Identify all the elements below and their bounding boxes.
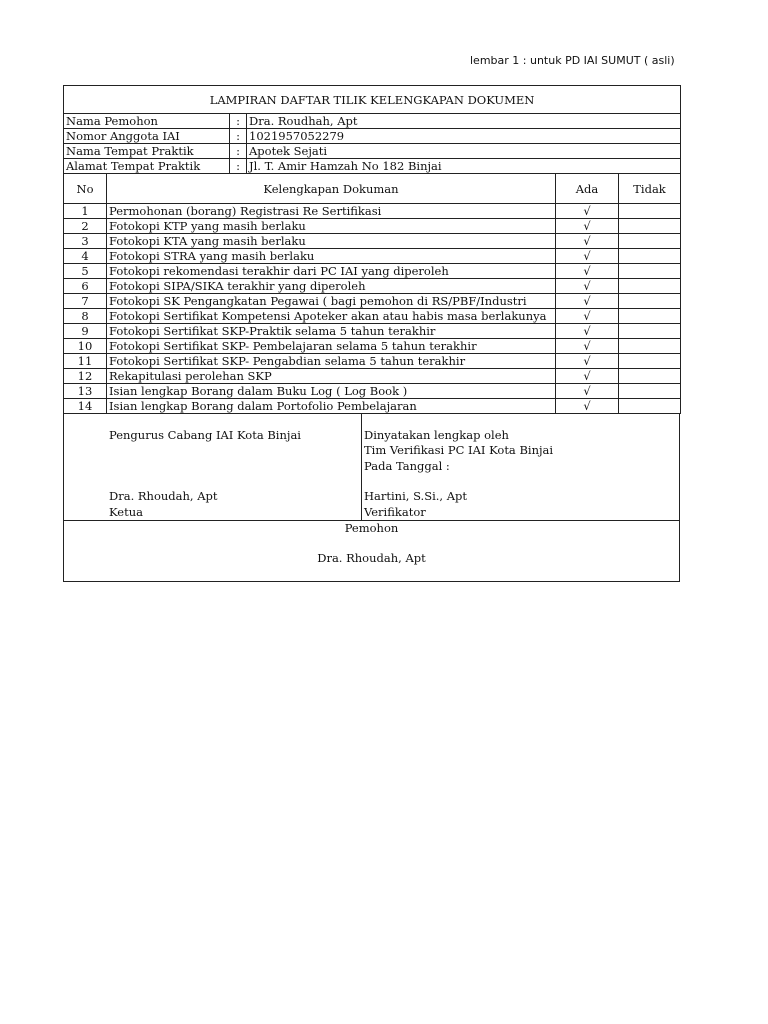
info-label: Nama Tempat Praktik [64, 144, 230, 159]
col-doc-header: Kelengkapan Dokuman [107, 174, 556, 204]
info-label: Nama Pemohon [64, 114, 230, 129]
row-tidak-check [619, 219, 681, 234]
table-row [64, 294, 681, 309]
row-number: 13 [64, 384, 107, 399]
verifier-line1: Dinyatakan lengkap oleh [364, 428, 509, 442]
verifier-role: Verifikator [364, 505, 426, 519]
table-row [64, 384, 681, 399]
row-ada-check: √ [556, 399, 619, 414]
row-tidak-check [619, 384, 681, 399]
table-row [64, 354, 681, 369]
row-number: 2 [64, 219, 107, 234]
row-tidak-check [619, 324, 681, 339]
row-number: 3 [64, 234, 107, 249]
row-ada-check: √ [556, 219, 619, 234]
table-row [64, 369, 681, 384]
row-ada-check: √ [556, 204, 619, 219]
table-row [64, 264, 681, 279]
row-document: Fotokopi Sertifikat SKP- Pengabdian selama 5 tahun terakhir [107, 354, 556, 369]
row-number: 1 [64, 204, 107, 219]
branch-signature [64, 414, 362, 520]
info-separator: : [230, 144, 247, 159]
row-tidak-check [619, 369, 681, 384]
info-row [64, 114, 681, 129]
row-number: 5 [64, 264, 107, 279]
info-label: Alamat Tempat Praktik [64, 159, 230, 174]
verifier-line2: Tim Verifikasi PC IAI Kota Binjai [364, 443, 554, 457]
row-document: Fotokopi Sertifikat SKP-Praktik selama 5 tahun terakhir [107, 324, 556, 339]
row-ada-check: √ [556, 264, 619, 279]
applicant-label: Pemohon [344, 521, 399, 535]
row-tidak-check [619, 264, 681, 279]
col-tidak-header: Tidak [619, 174, 681, 204]
row-ada-check: √ [556, 249, 619, 264]
col-no-header: No [64, 174, 107, 204]
row-number: 6 [64, 279, 107, 294]
row-number: 11 [64, 354, 107, 369]
info-value: Jl. T. Amir Hamzah No 182 Binjai [247, 159, 681, 174]
info-row [64, 159, 681, 174]
row-document: Fotokopi STRA yang masih berlaku [107, 249, 556, 264]
applicant-name: Dra. Rhoudah, Apt [317, 551, 426, 565]
info-separator: : [230, 159, 247, 174]
verifier-signature [362, 414, 679, 520]
branch-signer-role: Ketua [109, 505, 143, 519]
row-ada-check: √ [556, 354, 619, 369]
branch-signer-name: Dra. Rhoudah, Apt [109, 489, 218, 503]
table-row [64, 219, 681, 234]
col-ada-header: Ada [556, 174, 619, 204]
table-row [64, 324, 681, 339]
info-value: 1021957052279 [247, 129, 681, 144]
row-document: Fotokopi rekomendasi terakhir dari PC IAI yang diperoleh [107, 264, 556, 279]
row-ada-check: √ [556, 234, 619, 249]
checklist-form [63, 85, 680, 582]
verifier-name: Hartini, S.Si., Apt [364, 489, 468, 503]
info-row [64, 144, 681, 159]
row-tidak-check [619, 249, 681, 264]
row-ada-check: √ [556, 324, 619, 339]
table-row [64, 204, 681, 219]
row-number: 7 [64, 294, 107, 309]
info-value: Dra. Roudhah, Apt [247, 114, 681, 129]
verifier-date-label: Pada Tanggal : [364, 459, 450, 473]
row-tidak-check [619, 204, 681, 219]
row-ada-check: √ [556, 279, 619, 294]
row-tidak-check [619, 354, 681, 369]
row-tidak-check [619, 234, 681, 249]
row-document: Permohonan (borang) Registrasi Re Sertifikasi [107, 204, 556, 219]
row-document: Fotokopi Sertifikat SKP- Pembelajaran selama 5 tahun terakhir [107, 339, 556, 354]
row-number: 8 [64, 309, 107, 324]
row-number: 12 [64, 369, 107, 384]
table-row [64, 339, 681, 354]
checklist-table [63, 85, 681, 414]
row-ada-check: √ [556, 294, 619, 309]
row-document: Rekapitulasi perolehan SKP [107, 369, 556, 384]
row-ada-check: √ [556, 384, 619, 399]
row-number: 4 [64, 249, 107, 264]
table-row [64, 234, 681, 249]
row-number: 10 [64, 339, 107, 354]
info-value: Apotek Sejati [247, 144, 681, 159]
row-document: Fotokopi Sertifikat Kompetensi Apoteker akan atau habis masa berlakunya [107, 309, 556, 324]
row-ada-check: √ [556, 309, 619, 324]
row-number: 9 [64, 324, 107, 339]
row-document: Fotokopi KTA yang masih berlaku [107, 234, 556, 249]
row-ada-check: √ [556, 339, 619, 354]
info-separator: : [230, 129, 247, 144]
info-label: Nomor Anggota IAI [64, 129, 230, 144]
form-title: LAMPIRAN DAFTAR TILIK KELENGKAPAN DOKUMEN [64, 86, 681, 114]
table-row [64, 399, 681, 414]
row-number: 14 [64, 399, 107, 414]
table-row [64, 249, 681, 264]
row-tidak-check [619, 279, 681, 294]
info-row [64, 129, 681, 144]
row-document: Isian lengkap Borang dalam Portofolio Pembelajaran [107, 399, 556, 414]
info-separator: : [230, 114, 247, 129]
table-row [64, 279, 681, 294]
branch-org: Pengurus Cabang IAI Kota Binjai [109, 428, 301, 442]
row-document: Fotokopi SIPA/SIKA terakhir yang diperoleh [107, 279, 556, 294]
row-tidak-check [619, 309, 681, 324]
applicant-signature [64, 521, 679, 581]
table-header [64, 174, 681, 204]
row-document: Fotokopi KTP yang masih berlaku [107, 219, 556, 234]
row-tidak-check [619, 294, 681, 309]
sheet-note: lembar 1 : untuk PD IAI SUMUT ( asli) [470, 54, 675, 67]
row-tidak-check [619, 339, 681, 354]
row-document: Fotokopi SK Pengangkatan Pegawai ( bagi pemohon di RS/PBF/Industri [107, 294, 556, 309]
row-ada-check: √ [556, 369, 619, 384]
table-row [64, 309, 681, 324]
row-document: Isian lengkap Borang dalam Buku Log ( Log Book ) [107, 384, 556, 399]
signature-section [63, 414, 680, 582]
row-tidak-check [619, 399, 681, 414]
